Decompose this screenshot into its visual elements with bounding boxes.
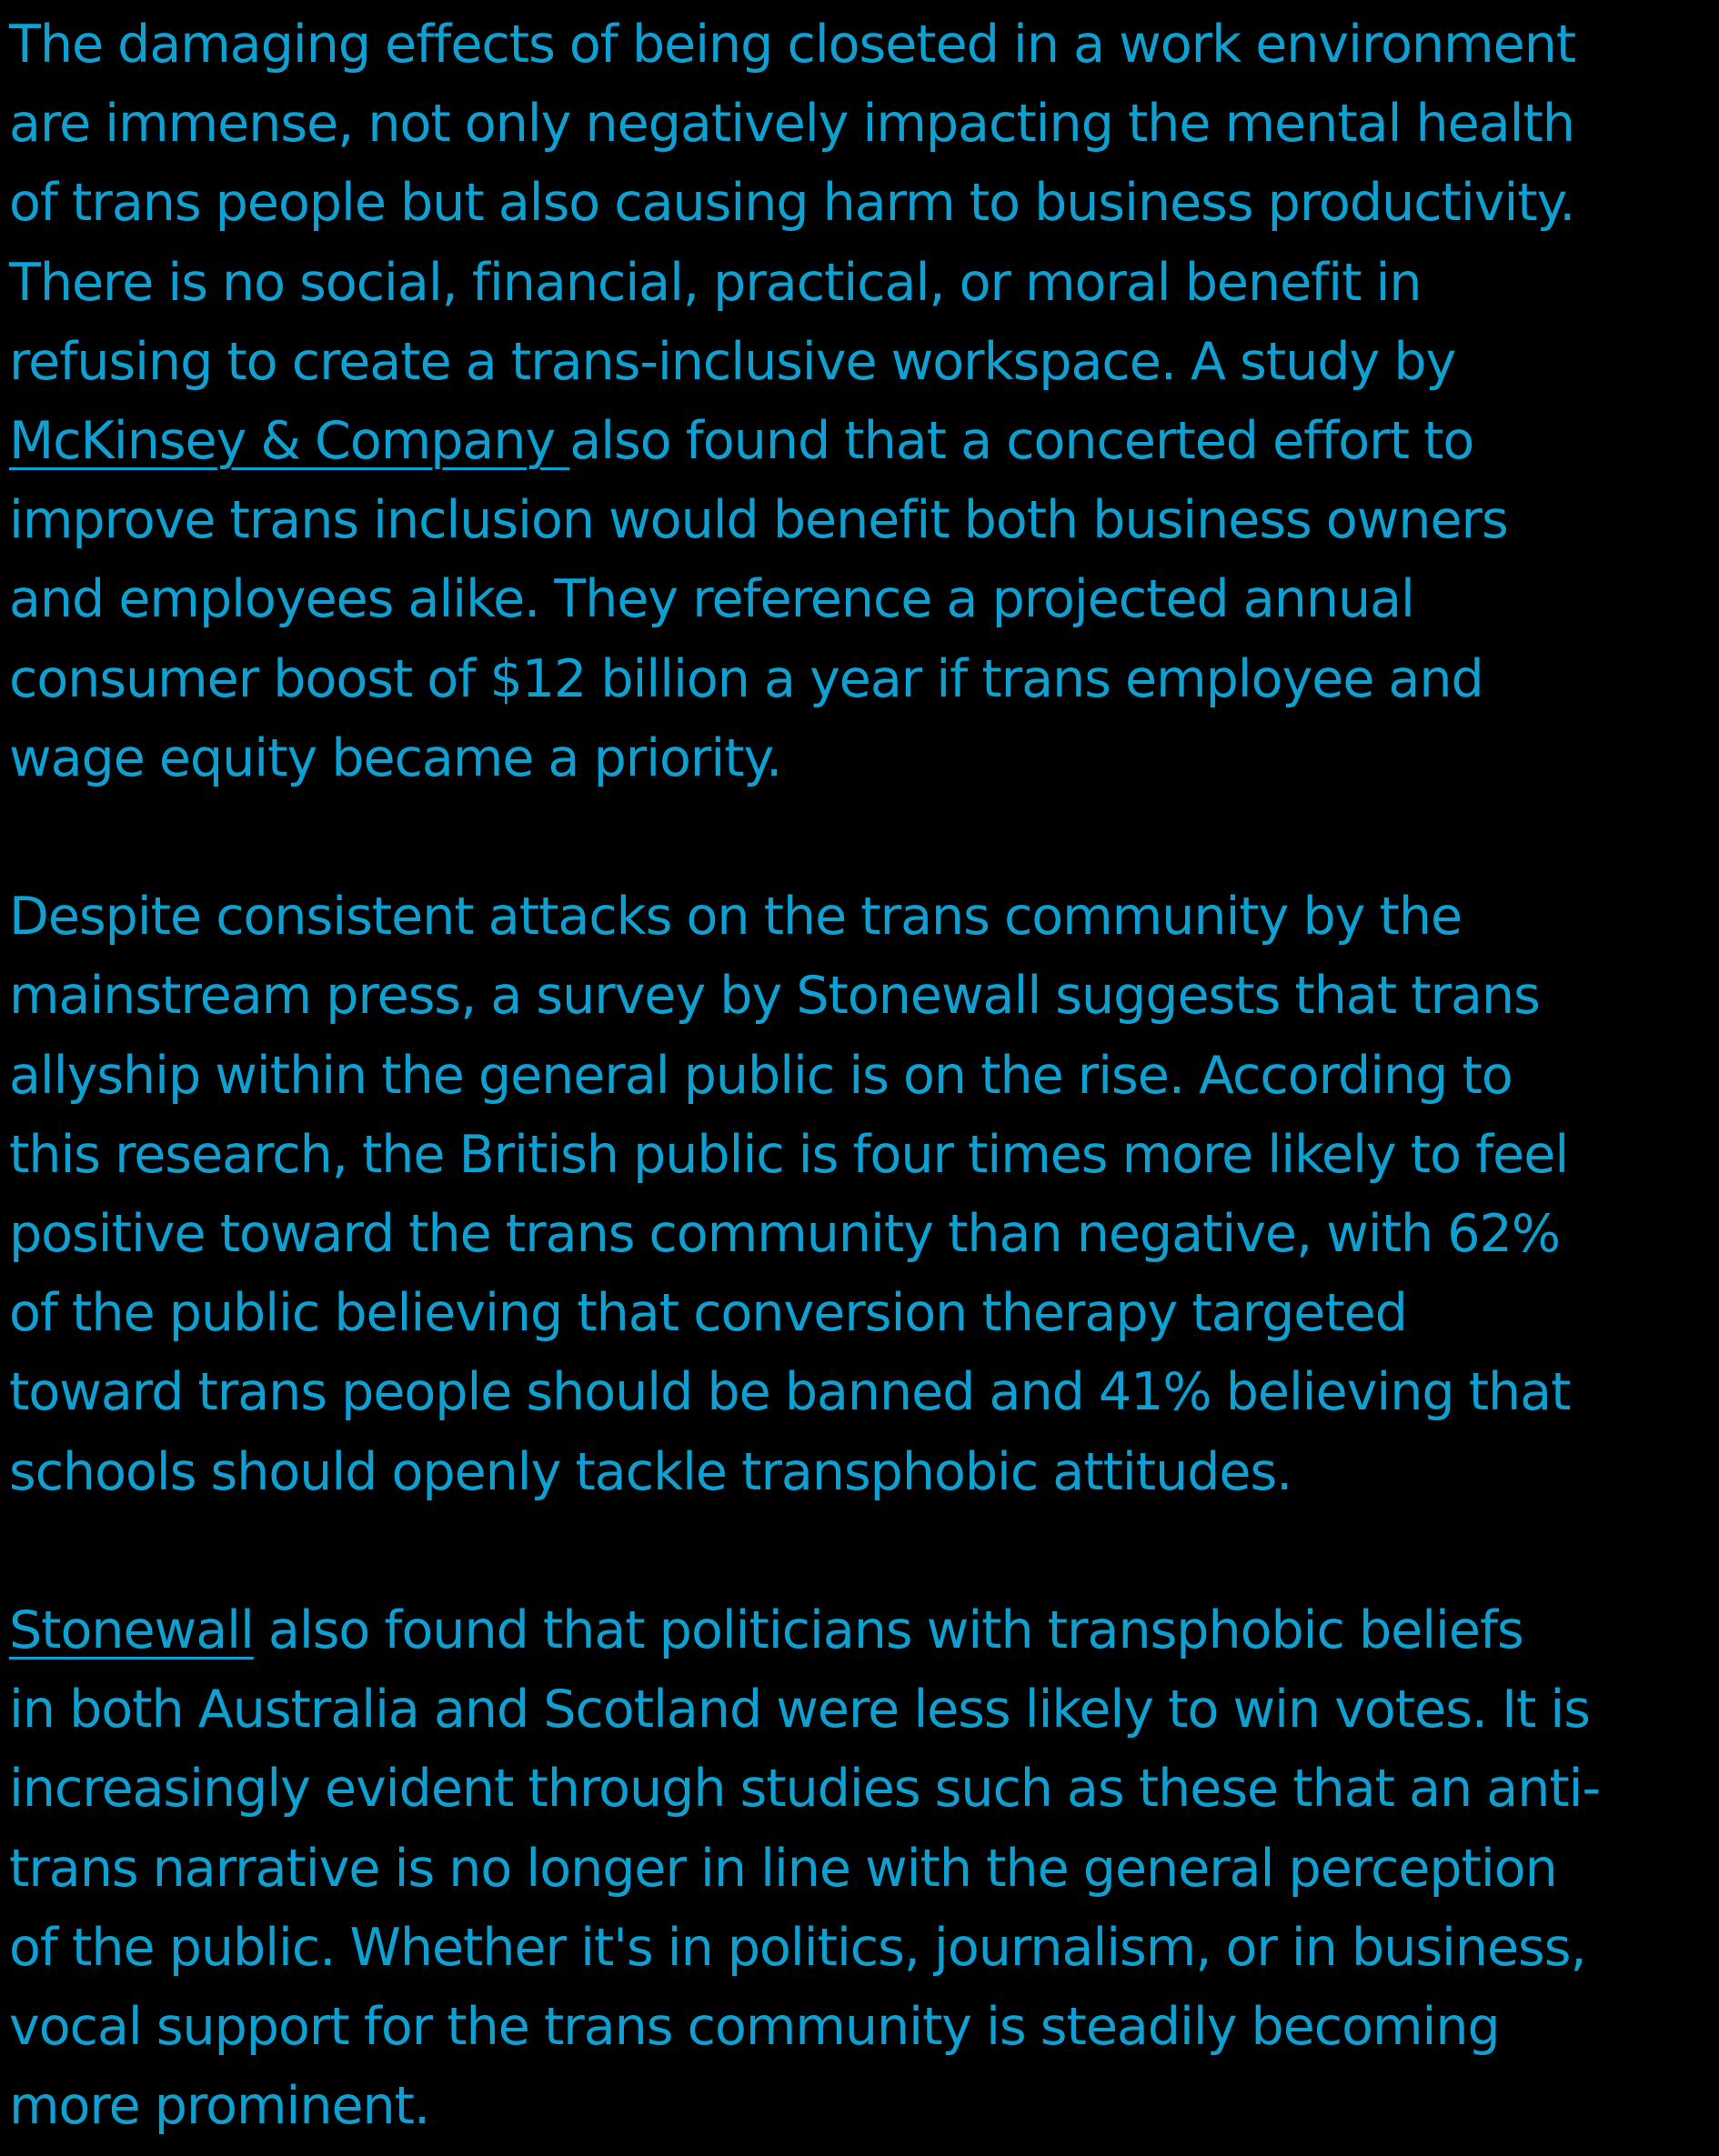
text-line: of the public believing that conversion therapy targeted <box>9 1283 1407 1344</box>
text-line: in both Australia and Scotland were less likely to win votes. It is <box>9 1680 1590 1740</box>
text-line: consumer boost of $12 billion a year if trans employee and <box>9 648 1483 709</box>
article-body <box>9 5 1717 2146</box>
text-line <box>9 402 1717 481</box>
text-line: more prominent. <box>9 2076 430 2137</box>
text-line: refusing to create a trans-inclusive workspace. A study by <box>9 331 1456 392</box>
text-line: this research, the British public is four times more likely to feel <box>9 1124 1569 1185</box>
stonewall-link[interactable]: Stonewall <box>9 1600 254 1661</box>
paragraph-public-survey <box>9 877 1717 1512</box>
paragraph-politics <box>9 1591 1717 2146</box>
text-line: increasingly evident through studies such as these that an anti- <box>9 1759 1601 1820</box>
text-line: Despite consistent attacks on the trans community by the <box>9 887 1463 948</box>
text-line: mainstream press, a survey by Stonewall suggests that trans <box>9 966 1540 1027</box>
text-line: wage equity became a priority. <box>9 727 782 788</box>
text-line: schools should openly tackle transphobic attitudes. <box>9 1441 1292 1502</box>
text-line: toward trans people should be banned and 41% believing that <box>9 1362 1571 1423</box>
text-line <box>9 1591 1717 1670</box>
mckinsey-link[interactable]: McKinsey & Company <box>9 411 570 472</box>
text-fragment: also found that politicians with transphobic beliefs <box>253 1600 1523 1661</box>
text-line: improve trans inclusion would benefit both business owners <box>9 490 1508 551</box>
text-line: There is no social, financial, practical, or moral benefit in <box>9 252 1422 313</box>
text-line: of trans people but also causing harm to business productivity. <box>9 173 1575 234</box>
paragraph-workplace <box>9 5 1717 798</box>
text-line: trans narrative is no longer in line with the general perception <box>9 1838 1557 1899</box>
text-line: of the public. Whether it's in politics, journalism, or in business, <box>9 1917 1586 1978</box>
text-line: are immense, not only negatively impacting the mental health <box>9 94 1574 155</box>
text-line: and employees alike. They reference a projected annual <box>9 569 1414 630</box>
text-line: positive toward the trans community than negative, with 62% <box>9 1204 1560 1265</box>
text-line: allyship within the general public is on the rise. According to <box>9 1045 1513 1106</box>
text-line: The damaging effects of being closeted in a work environment <box>9 15 1576 75</box>
text-line: vocal support for the trans community is steadily becoming <box>9 1997 1500 2058</box>
text-fragment: also found that a concerted effort to <box>569 411 1474 472</box>
